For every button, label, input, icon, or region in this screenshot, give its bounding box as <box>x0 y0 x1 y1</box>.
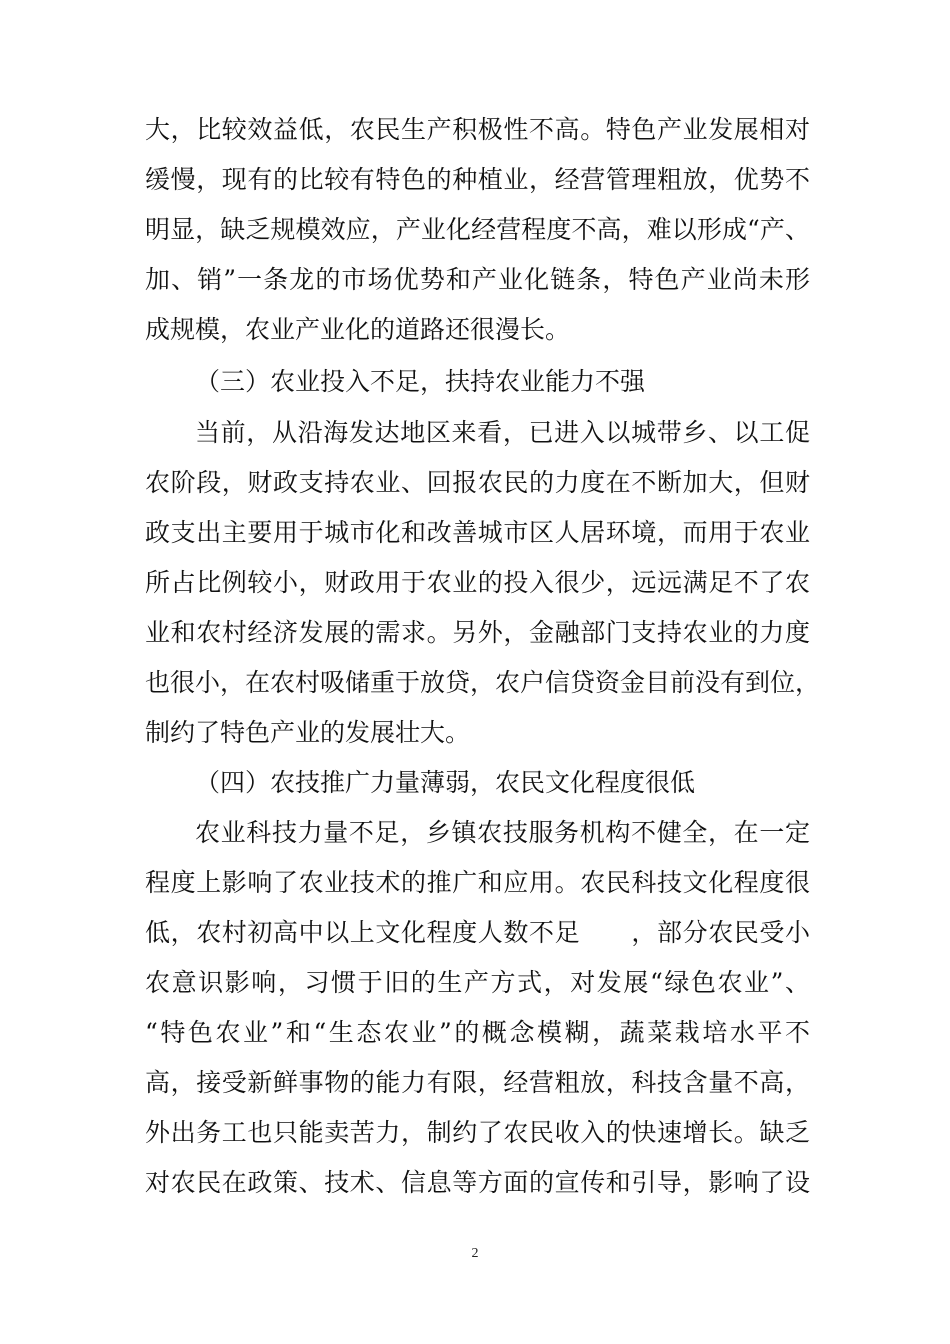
text-line: “特色农业”和“生态农业”的概念模糊，蔬菜栽培水平不 <box>145 1018 810 1047</box>
text-line: 低，农村初高中以上文化程度人数不足 ，部分农民受小 <box>145 918 810 947</box>
text-line: 高，接受新鲜事物的能力有限，经营粗放，科技含量不高， <box>145 1068 810 1097</box>
text-line: 制约了特色产业的发展壮大。 <box>145 718 471 747</box>
text-line: 政支出主要用于城市化和改善城市区人居环境，而用于农业 <box>145 518 810 547</box>
text-line: 成规模，农业产业化的道路还很漫长。 <box>145 315 571 344</box>
text-line: 业和农村经济发展的需求。另外，金融部门支持农业的力度 <box>145 618 810 647</box>
page-number: 2 <box>471 1246 479 1261</box>
text-line: 当前，从沿海发达地区来看，已进入以城带乡、以工促 <box>195 418 810 447</box>
text-line: 外出务工也只能卖苦力，制约了农民收入的快速增长。缺乏 <box>145 1118 810 1147</box>
text-line: 缓慢，现有的比较有特色的种植业，经营管理粗放，优势不 <box>145 165 810 194</box>
section-heading: （四）农技推广力量薄弱，农民文化程度很低 <box>195 768 696 797</box>
text-line: 明显，缺乏规模效应，产业化经营程度不高，难以形成“产、 <box>145 215 810 244</box>
text-line: 农阶段，财政支持农业、回报农民的力度在不断加大，但财 <box>145 468 810 497</box>
text-line: 农意识影响，习惯于旧的生产方式，对发展“绿色农业”、 <box>145 968 810 997</box>
section-heading: （三）农业投入不足，扶持农业能力不强 <box>195 367 646 396</box>
text-line: 加、销”一条龙的市场优势和产业化链条，特色产业尚未形 <box>145 265 810 294</box>
text-line: 程度上影响了农业技术的推广和应用。农民科技文化程度很 <box>145 868 810 897</box>
text-line: 也很小，在农村吸储重于放贷，农户信贷资金目前没有到位， <box>145 668 821 697</box>
text-line: 对农民在政策、技术、信息等方面的宣传和引导，影响了设 <box>145 1168 810 1197</box>
text-line: 农业科技力量不足，乡镇农技服务机构不健全，在一定 <box>195 818 810 847</box>
text-line: 大，比较效益低，农民生产积极性不高。特色产业发展相对 <box>145 115 810 144</box>
text-line: 所占比例较小，财政用于农业的投入很少，远远满足不了农 <box>145 568 810 597</box>
